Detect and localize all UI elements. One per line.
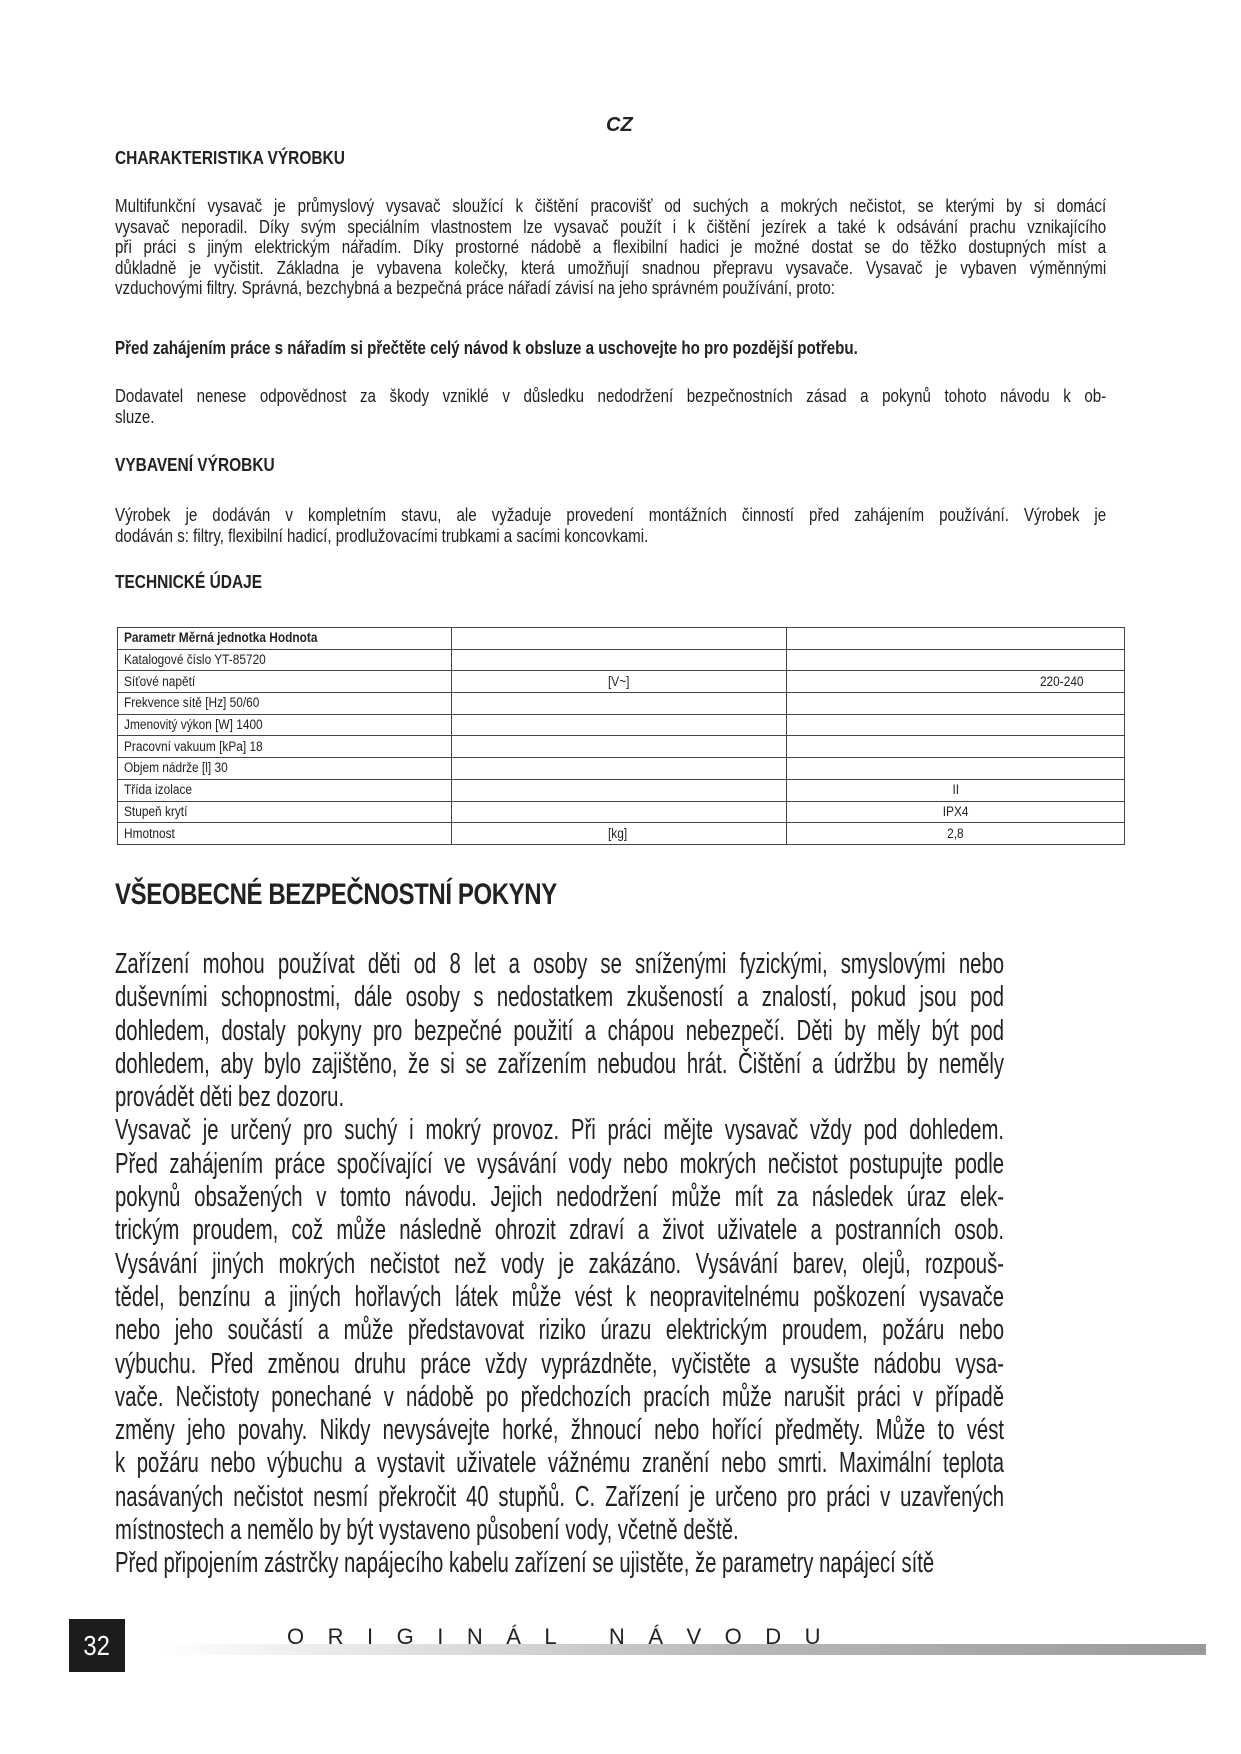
value-cell [787, 649, 1125, 671]
supplier-disclaimer [115, 386, 1106, 427]
safety-instructions [115, 948, 1004, 1581]
heading-characteristics: CHARAKTERISTIKA VÝROBKU [115, 148, 345, 168]
safety-text-line: Vysavač je určený pro suchý i mokrý provoz. Při práci mějte vysavač vždy pod dohledem. [115, 1114, 1004, 1147]
safety-text-line: pokynů obsažených v tomto návodu. Jejich nedodržení může mít za následek úraz elek- [115, 1181, 1004, 1214]
parameter-cell [118, 628, 452, 650]
equipment-paragraph [115, 505, 1106, 546]
unit-cell [451, 758, 787, 780]
heading-equipment: VYBAVENÍ VÝROBKU [115, 455, 275, 475]
parameter-cell [118, 758, 452, 780]
parameter-cell [118, 671, 452, 693]
parameter-cell [118, 779, 452, 801]
text-line: při práci s jiným elektrickým nářadím. Díky prostorné nádobě a flexibilní hadici je možné dostat se do těžko dostupných míst a [115, 237, 1107, 257]
page-number [69, 1619, 125, 1672]
cell-text: Katalogové číslo YT-85720 [124, 652, 266, 668]
cell-text: Pracovní vakuum [kPa] 18 [124, 738, 263, 754]
read-manual-warning: Před zahájením práce s nářadím si přečtěte celý návod k obsluze a uschovejte ho pro pozdější potřebu. [115, 338, 858, 358]
unit-cell [451, 779, 787, 801]
footer-title: ORIGINÁL NÁVODU [287, 1624, 845, 1649]
text-line: Výrobek je dodáván v kompletním stavu, ale vyžaduje provedení montážních činností před zahájením používání. Výrobek je [115, 505, 1107, 525]
cell-text: Jmenovitý výkon [W] 1400 [124, 717, 263, 733]
cell-text: Frekvence sítě [Hz] 50/60 [124, 695, 260, 711]
parameter-cell [118, 714, 452, 736]
table-row [118, 671, 1125, 693]
safety-text-line: nebo jeho součástí a může představovat riziko úrazu elektrickým proudem, požáru nebo [115, 1314, 1004, 1347]
parameter-cell [118, 693, 452, 715]
intro-paragraph [115, 196, 1106, 299]
safety-text-line: Před zahájením práce spočívající ve vysávání vody nebo mokrých nečistot postupujte podle [115, 1147, 1004, 1180]
safety-text-line: duševními schopnostmi, dále osoby s nedostatkem zkušeností a znalostí, pokud jsou pod [115, 981, 1004, 1014]
value-cell [787, 693, 1125, 715]
cell-text: Třída izolace [124, 782, 193, 798]
safety-text-line: trickým proudem, což může následně ohrozit zdraví a život uživatele a postranních osob. [115, 1214, 1004, 1247]
table-row [118, 693, 1125, 715]
safety-text-line: vače. Nečistoty ponechané v nádobě po předchozích pracích může narušit práci v případě [115, 1380, 1004, 1413]
value-cell [787, 714, 1125, 736]
cell-text: Objem nádrže [l] 30 [124, 760, 228, 776]
unit-cell [451, 628, 787, 650]
safety-text-line: výbuchu. Před změnou druhu práce vždy vyprázdněte, vyčistěte a vysušte nádobu vysa- [115, 1347, 1004, 1380]
table-row [118, 758, 1125, 780]
parameter-cell [118, 801, 452, 823]
text-line: dodáván s: filtry, flexibilní hadicí, prodlužovacími trubkami a sacími koncovkami. [115, 525, 649, 546]
heading-safety: VŠEOBECNÉ BEZPEČNOSTNÍ POKYNY [115, 878, 557, 911]
value-cell [787, 628, 1125, 650]
cell-text: IPX4 [942, 803, 969, 819]
cell-text: II [952, 782, 960, 798]
unit-cell [451, 671, 787, 693]
unit-cell [451, 649, 787, 671]
table-row [118, 779, 1125, 801]
cell-text: [V~] [607, 673, 630, 689]
safety-text-line: místnostech a nemělo by být vystaveno působení vody, včetně deště. [115, 1514, 739, 1547]
table-row [118, 801, 1125, 823]
parameter-cell [118, 823, 452, 845]
text-line: sluze. [115, 406, 155, 427]
safety-text-line: tědel, benzínu a jiných hořlavých látek může vést k neopravitelnému poškození vysavače [115, 1280, 1004, 1313]
text-line: důkladně je vyčistit. Základna je vybavena kolečky, která umožňují snadnou přepravu vysavače. Vysavač je vybaven výměnnými [115, 257, 1107, 278]
cell-text: Parametr Měrná jednotka Hodnota [124, 630, 318, 646]
parameter-cell [118, 736, 452, 758]
page-number-text: 32 [83, 1629, 111, 1661]
cell-text: Hmotnost [124, 825, 175, 841]
text-line: Multifunkční vysavač je průmyslový vysavač sloužící k čištění pracovišť od suchých a mokrých nečistot, se kterými by si domácí [115, 196, 1107, 216]
unit-cell [451, 801, 787, 823]
parameter-cell [118, 649, 452, 671]
table-row [118, 823, 1125, 845]
heading-technical-data: TECHNICKÉ ÚDAJE [115, 572, 263, 592]
technical-data-table [117, 627, 1125, 845]
text-line: vzduchovými filtry. Správná, bezchybná a bezpečná práce nářadí závisí na jeho správném používání, proto: [115, 278, 835, 298]
text-line: Dodavatel nenese odpovědnost za škody vzniklé v důsledku nedodržení bezpečnostních zásad a pokynů tohoto návodu k ob- [115, 386, 1107, 406]
value-cell [787, 779, 1125, 801]
safety-text-line: k požáru nebo výbuchu a vystavit uživatele vážnému zranění nebo smrti. Maximální teplota [115, 1447, 1004, 1480]
safety-text-line: dohledem, aby bylo zajištěno, že si se zařízením nebudou hrát. Čištění a údržbu by neměly [115, 1047, 1004, 1080]
cell-text: Síťové napětí [124, 673, 196, 689]
unit-cell [451, 714, 787, 736]
table-row [118, 736, 1125, 758]
safety-text-line: změny jeho povahy. Nikdy nevysávejte horké, žhnoucí nebo hořící předměty. Může to vést [115, 1414, 1004, 1447]
cell-text: 2,8 [947, 825, 964, 841]
table-row [118, 714, 1125, 736]
value-cell [787, 736, 1125, 758]
value-cell [787, 823, 1125, 845]
table-row [118, 649, 1125, 671]
value-cell [787, 758, 1125, 780]
safety-text-line: Vysávání jiných mokrých nečistot než vody je zakázáno. Vysávání barev, olejů, rozpouš- [115, 1247, 1004, 1280]
safety-text-line: Před připojením zástrčky napájecího kabelu zařízení se ujistěte, že parametry napájecí sítě [115, 1547, 935, 1580]
unit-cell [451, 736, 787, 758]
safety-text-line: dohledem, dostaly pokyny pro bezpečné použití a chápou nebezpečí. Děti by měly být pod [115, 1014, 1004, 1047]
cell-text: 220-240 [1040, 673, 1084, 689]
cell-text: [kg] [607, 825, 627, 841]
table-row [118, 628, 1125, 650]
unit-cell [451, 823, 787, 845]
unit-cell [451, 693, 787, 715]
value-cell [787, 671, 1125, 693]
safety-text-line: provádět děti bez dozoru. [115, 1081, 345, 1114]
safety-text-line: Zařízení mohou používat děti od 8 let a osoby se sníženými fyzickými, smyslovými nebo [115, 948, 1004, 980]
value-cell [787, 801, 1125, 823]
text-line: vysavač neporadil. Díky svým speciálním vlastnostem lze vysavač použít i k čištění jezírek a také k odsávání prachu vznikajícího [115, 216, 1107, 237]
language-code: CZ [606, 114, 633, 136]
cell-text: Stupeň krytí [124, 803, 188, 819]
safety-text-line: nasávaných nečistot nesmí překročit 40 stupňů. C. Zařízení je určeno pro práci v uzavřených [115, 1480, 1004, 1513]
